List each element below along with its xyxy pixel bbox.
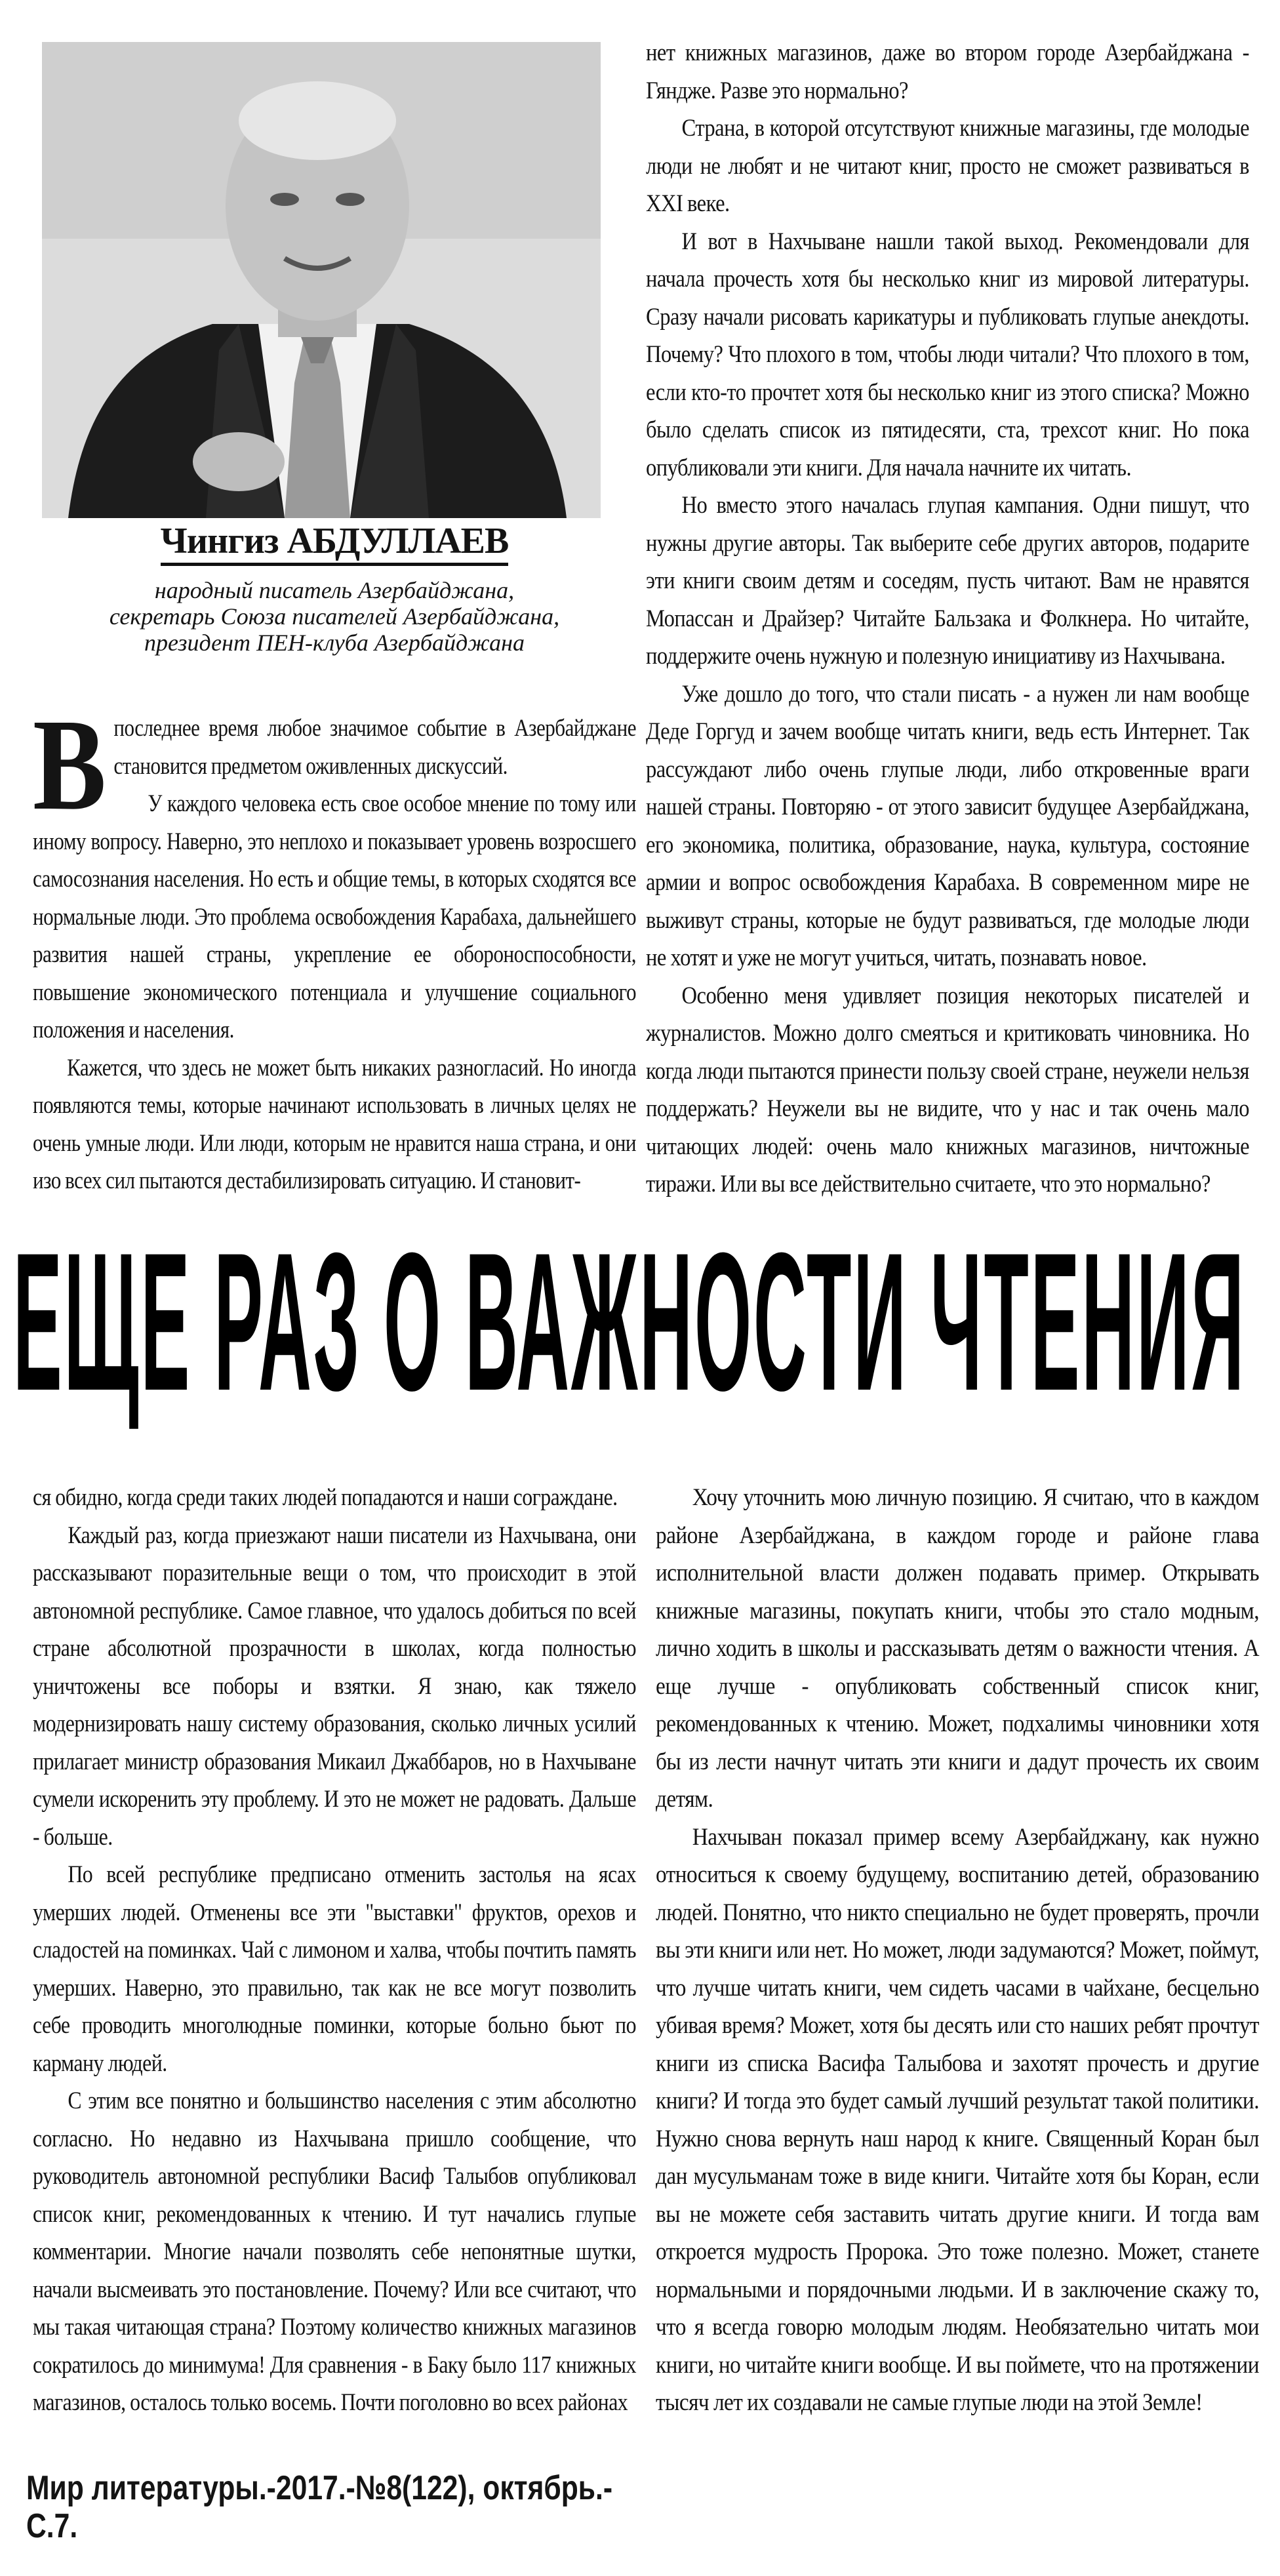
author-title-line: народный писатель Азербайджана, (154, 577, 515, 603)
paragraph: Нахчыван показал пример всему Азербайджану, как нужно относиться к своему будущему, воспитанию детей, образованию людей. Понятно, что никто специально не будет проверять, прочли вы эти книги или нет. Но может, люди задумаются? Может, поймут, что лучше читать книги, чем сидеть часами в чайхане, бесцельно убивая время? Может, хотя бы десять или сто наших ребят прочтут книги из списка Васифа Талыбова и захотят прочесть и другие книги? И тогда это будет самый лучший результат такой политики. Нужно снова вернуть наш народ к книге. Священный Коран был дан мусульманам тоже в виде книги. Читайте хотя бы Коран, если вы не можете себя заставить читать другие книги. И тогда вам откроется мудрость Пророка. Это тоже полезно. Может, станете нормальными и порядочными людьми. И в заключение скажу то, что я всегда говорю молодым людям. Необязательно читать мои книги, но читайте книги вообще. И вы поймете, что на протяжении тысяч лет их создавали не самые глупые люди на этой Земле! (656, 1823, 1259, 2416)
author-photo (42, 42, 601, 518)
column-top-right (646, 34, 1249, 1203)
paragraph: Особенно меня удивляет позиция некоторых писателей и журналистов. Можно долго смеяться и критиковать чиновника. Но когда люди пытаются принести пользу своей стране, неужели нельзя поддержать? Неужели вы не видите, что у нас и так очень мало читающих людей: очень мало книжных магазинов, ничтожные тиражи. Или вы все действительно считаете, что это нормально? (646, 982, 1249, 1197)
author-title-line: секретарь Союза писателей Азербайджана, (109, 603, 560, 630)
source-citation (26, 2469, 725, 2545)
paragraph: Кажется, что здесь не может быть никаких разногласий. Но иногда появляются темы, которые начинают использовать в личных целях не очень умные люди. Или люди, которым не нравится наша страна, и они изо всех сил пытаются дестабилизировать ситуацию. И становит- (33, 1054, 636, 1194)
column-text (33, 1479, 636, 2422)
column-text (646, 34, 1249, 1203)
portrait-illustration (42, 42, 601, 518)
paragraph: По всей республике предписано отменить застолья на ясах умерших людей. Отменены все эти "выставки" фруктов, орехов и сладостей на поминках. Чай с лимоном и халва, чтобы почтить память умерших. Наверно, это правильно, так как не все могут позволить себе проводить многолюдные поминки, которые больно бьют по карману людей. (33, 1861, 636, 2077)
column-bottom-right (656, 1479, 1259, 2422)
column-bottom-left (33, 1479, 636, 2422)
author-titles (26, 577, 643, 656)
paragraph-text: последнее время любое значимое событие в Азербайджане становится предметом оживленных дискуссий. (113, 715, 636, 780)
column-text (656, 1479, 1259, 2422)
column-top-left (33, 693, 636, 1200)
source-citation-line: Мир литературы.-2017.-№8(122), октябрь.- (26, 2469, 613, 2507)
paragraph: И вот в Нахчыване нашли такой выход. Рекомендовали для начала прочесть хотя бы несколько книг из мировой литературы. Сразу начали рисовать карикатуры и публиковать глупые анекдоты. Почему? Что плохого в том, чтобы люди читали? Что плохого в том, если кто-то прочтет хотя бы несколько книг из этого списка? Можно было сделать список из пятидесяти, ста, трехсот книг. Но пока опубликовали эти книги. Для начала начните их читать. (646, 228, 1249, 481)
paragraph: ся обидно, когда среди таких людей попадаются и наши сограждане. (33, 1484, 618, 1511)
paragraph: Уже дошло до того, что стали писать - а нужен ли нам вообще Деде Горгуд и зачем вообще читать книги, ведь есть Интернет. Так рассуждают либо очень глупые люди, либо откровенные враги нашей страны. Повторяю - от этого зависит будущее Азербайджана, его экономика, политика, образование, наука, культура, состояние армии и вопрос освобождения Карабаха. В современном мире не выживут страны, которые не будут развиваться, где молодые люди не хотят и уже не могут учиться, читать, познавать новое. (646, 680, 1249, 971)
paragraph (33, 693, 636, 837)
author-name (26, 518, 643, 564)
paragraph: Каждый раз, когда приезжают наши писатели из Нахчывана, они рассказывают поразительные вещи о том, что происходит в этой автономной республике. Самое главное, что удалось добиться по всей стране абсолютной прозрачности в школах, когда полностью уничтожены все поборы и взятки. Я знаю, как тяжело модернизировать нашу систему образования, сколько личных усилий прилагает министр образования Микаил Джаббаров, но в Нахчыване сумели искоренить эту проблему. И это не может не радовать. Дальше - больше. (33, 1521, 636, 1851)
author-title-line: президент ПЕН-клуба Азербайджана (144, 630, 525, 656)
headline: ЕЩЕ РАЗ О ВАЖНОСТИ ЧТЕНИЯ (13, 1211, 1246, 1432)
source-citation-line: С.7. (26, 2507, 78, 2545)
paragraph: Страна, в которой отсутствуют книжные магазины, где молодые люди не любят и не читают книг, просто не сможет развиваться в XXI веке. (646, 115, 1249, 217)
column-text (33, 693, 636, 1200)
author-name-text: Чингиз АБДУЛЛАЕВ (161, 521, 509, 566)
paragraph: Хочу уточнить мою личную позицию. Я считаю, что в каждом районе Азербайджана, в каждом городе и районе глава исполнительной власти должен подавать пример. Открывать книжные магазины, покупать книги, чтобы это стало модным, лично ходить в школы и рассказывать детям о важности чтения. А еще лучше - опубликовать собственный список книг, рекомендованных к чтению. Может, подхалимы чиновники хотя бы из лести начнут читать эти книги и дадут прочесть их своим детям. (656, 1484, 1259, 1813)
paragraph: нет книжных магазинов, даже во втором городе Азербайджана - Гяндже. Разве это нормально? (646, 39, 1249, 104)
paragraph: Но вместо этого началась глупая кампания. Одни пишут, что нужны другие авторы. Так выберите себе других авторов, подарите эти книги своим детям и соседям, пусть читают. Вам не нравятся Мопассан и Драйзер? Читайте Бальзака и Фолкнера. Но читайте, поддержите очень нужную и полезную инициативу из Нахчывана. (646, 492, 1249, 670)
headline-container (13, 1211, 1246, 1432)
paragraph: С этим все понятно и большинство населения с этим абсолютно согласно. Но недавно из Нахчывана пришло сообщение, что руководитель автономной республики Васиф Талыбов опубликовал список книг, рекомендованных к чтению. И тут начались глупые комментарии. Многие начали позволять себе непонятные шутки, начали высмеивать это постановление. Почему? Или все считают, что мы такая читающая страна? Поэтому количество книжных магазинов сократилось до минимума! Для сравнения - в Баку было 117 книжных магазинов, осталось только восемь. Почти поголовно во всех районах (33, 2087, 636, 2416)
drop-cap: В (33, 693, 106, 837)
paragraph: У каждого человека есть свое особое мнение по тому или иному вопросу. Наверно, это неплохо и показывает уровень возросшего самосознания населения. Но есть и общие темы, в которых сходятся все нормальные люди. Это проблема освобождения Карабаха, дальнейшего развития нашей страны, укрепление ее обороноспособности, повышение экономического потенциала и улучшение социального положения и населения. (33, 790, 636, 1043)
